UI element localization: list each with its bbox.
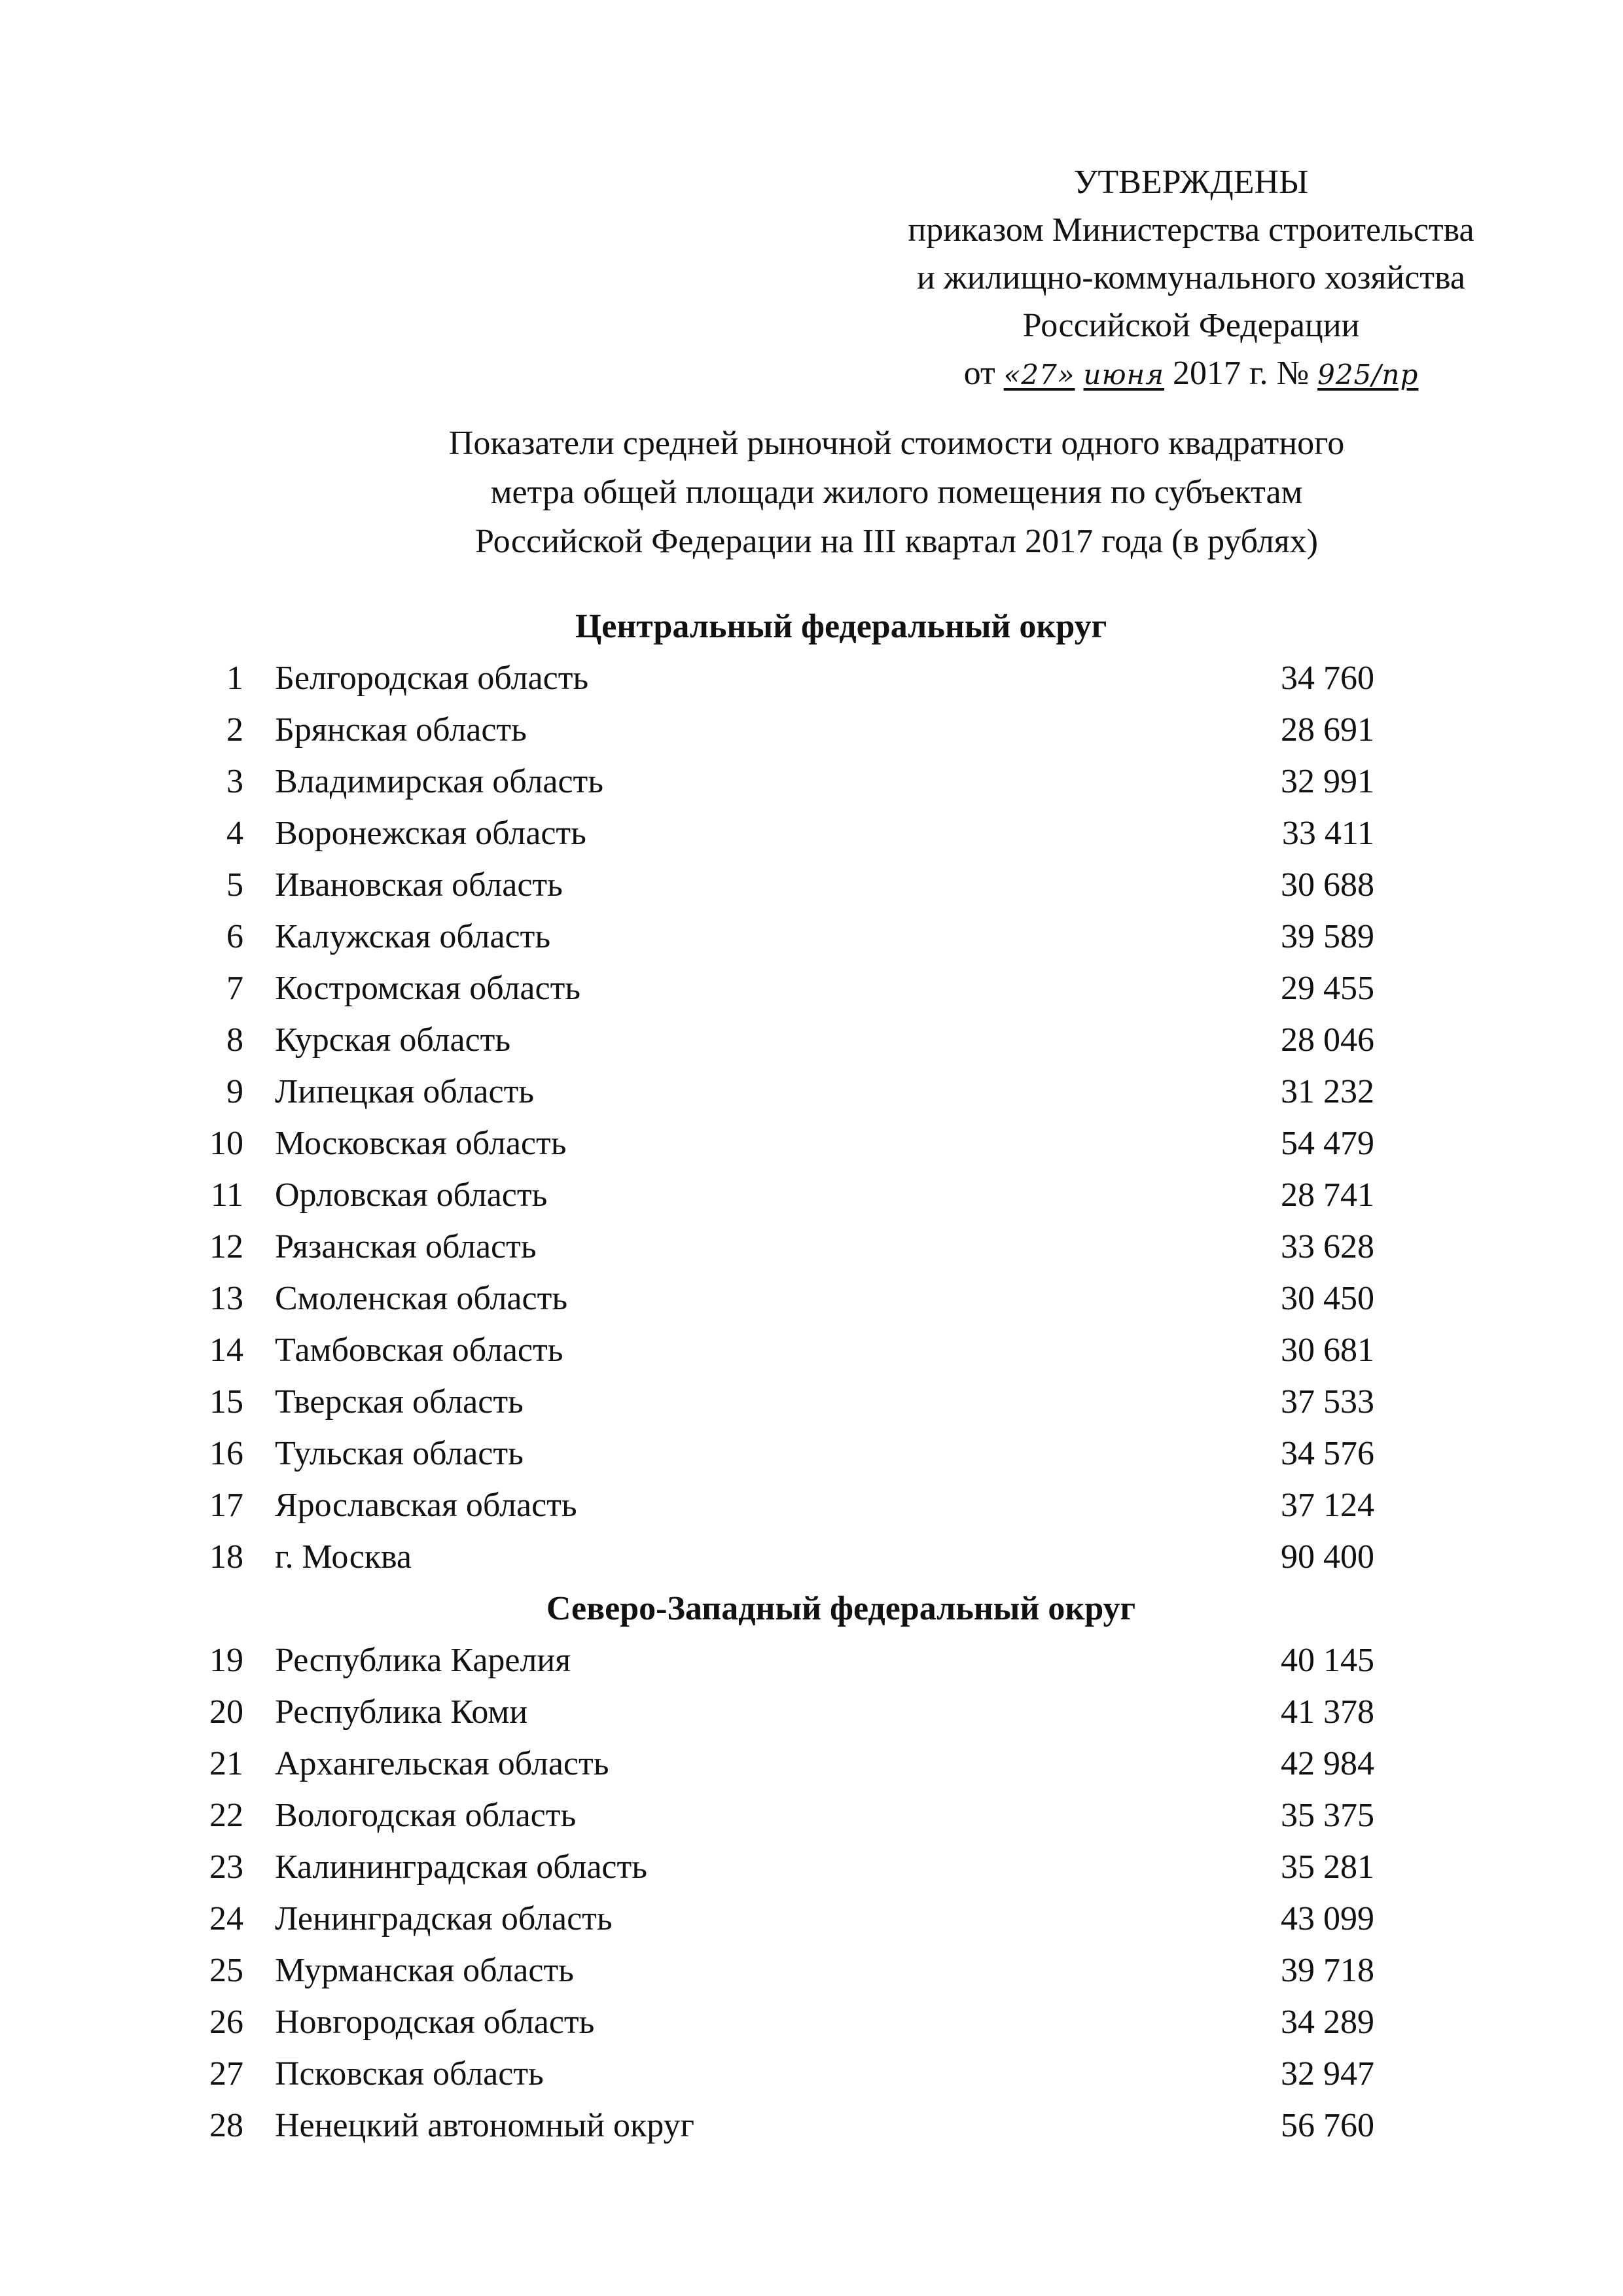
table-row [0, 807, 1623, 859]
table-row [0, 1841, 1623, 1893]
table-row [0, 1428, 1623, 1479]
row-number: 6 [226, 918, 243, 955]
price-value: 54 479 [1281, 1125, 1374, 1162]
price-value: 42 984 [1281, 1745, 1374, 1782]
price-value: 39 589 [1281, 918, 1374, 955]
table-row [0, 1479, 1623, 1531]
row-number: 16 [209, 1435, 243, 1472]
region-name: Псковская область [275, 2055, 544, 2093]
region-name: Ненецкий автономный округ [275, 2107, 694, 2144]
region-name: Новгородская область [275, 2004, 595, 2041]
district-heading: Северо-Западный федеральный округ [546, 1590, 1136, 1627]
row-number: 13 [209, 1280, 243, 1317]
table-row [0, 1014, 1623, 1066]
approval-date-line [838, 349, 1544, 398]
table-row [0, 2048, 1623, 2100]
order-number-handwritten: 925/пр [1317, 359, 1419, 391]
table-row [0, 1273, 1623, 1324]
price-value: 30 681 [1281, 1332, 1374, 1369]
region-name: г. Москва [275, 1538, 412, 1576]
price-value: 56 760 [1281, 2107, 1374, 2144]
price-value: 29 455 [1281, 970, 1374, 1007]
row-number: 2 [226, 711, 243, 749]
price-table [0, 601, 1623, 2151]
price-value: 32 991 [1281, 763, 1374, 800]
table-row [0, 1169, 1623, 1221]
table-row [0, 1221, 1623, 1273]
table-row [0, 652, 1623, 704]
row-number: 26 [209, 2004, 243, 2041]
row-number: 9 [226, 1073, 243, 1110]
table-row [0, 1324, 1623, 1376]
region-name: Рязанская область [275, 1228, 537, 1265]
price-value: 43 099 [1281, 1900, 1374, 1937]
row-number: 28 [209, 2107, 243, 2144]
row-number: 15 [209, 1383, 243, 1421]
title-line-1: Показатели средней рыночной стоимости одного квадратного [448, 425, 1345, 462]
price-value: 35 281 [1281, 1848, 1374, 1886]
price-value: 34 289 [1281, 2004, 1374, 2041]
row-number: 19 [209, 1642, 243, 1679]
table-row [0, 1634, 1623, 1686]
row-number: 22 [209, 1797, 243, 1834]
region-name: Калужская область [275, 918, 551, 955]
approval-line-ministry: приказом Министерства строительства [908, 211, 1474, 249]
table-row [0, 1531, 1623, 1583]
region-name: Тамбовская область [275, 1332, 563, 1369]
region-name: Вологодская область [275, 1797, 577, 1834]
region-name: Брянская область [275, 711, 527, 749]
date-year: 2017 г. № [1164, 355, 1318, 392]
row-number: 17 [209, 1487, 243, 1524]
table-row [0, 1790, 1623, 1841]
table-row [0, 1996, 1623, 2048]
row-number: 20 [209, 1693, 243, 1731]
price-value: 39 718 [1281, 1952, 1374, 1989]
region-name: Ярославская область [275, 1487, 577, 1524]
approval-heading: УТВЕРЖДЕНЫ [1073, 164, 1309, 201]
price-value: 33 411 [1281, 815, 1374, 852]
row-number: 25 [209, 1952, 243, 1989]
price-value: 28 046 [1281, 1021, 1374, 1059]
row-number: 3 [226, 763, 243, 800]
table-row [0, 1118, 1623, 1169]
row-number: 5 [226, 866, 243, 904]
table-row [0, 911, 1623, 963]
table-row [0, 2100, 1623, 2151]
table-row [0, 1738, 1623, 1790]
region-name: Республика Карелия [275, 1642, 571, 1679]
table-row [0, 704, 1623, 756]
table-row [0, 963, 1623, 1014]
region-name: Курская область [275, 1021, 511, 1059]
price-value: 34 576 [1281, 1435, 1374, 1472]
price-value: 34 760 [1281, 660, 1374, 697]
title-line-3: Российской Федерации на III квартал 2017 года (в рублях) [475, 523, 1318, 560]
row-number: 23 [209, 1848, 243, 1886]
approval-line-ministry-cont: и жилищно-коммунального хозяйства [917, 259, 1465, 296]
row-number: 7 [226, 970, 243, 1007]
row-number: 10 [209, 1125, 243, 1162]
region-name: Ленинградская область [275, 1900, 613, 1937]
region-name: Орловская область [275, 1176, 548, 1214]
table-row [0, 1066, 1623, 1118]
table-row [0, 1686, 1623, 1738]
price-value: 30 688 [1281, 866, 1374, 904]
row-number: 12 [209, 1228, 243, 1265]
price-value: 28 691 [1281, 711, 1374, 749]
price-value: 30 450 [1281, 1280, 1374, 1317]
price-value: 28 741 [1281, 1176, 1374, 1214]
row-number: 8 [226, 1021, 243, 1059]
price-value: 31 232 [1281, 1073, 1374, 1110]
price-value: 32 947 [1281, 2055, 1374, 2093]
table-row [0, 859, 1623, 911]
region-name: Калининградская область [275, 1848, 647, 1886]
date-day-handwritten: «27» [1003, 359, 1075, 391]
table-row [0, 1376, 1623, 1428]
table-row [0, 1893, 1623, 1945]
region-name: Архангельская область [275, 1745, 609, 1782]
row-number: 1 [226, 660, 243, 697]
row-number: 21 [209, 1745, 243, 1782]
region-name: Ивановская область [275, 866, 563, 904]
row-number: 4 [226, 815, 243, 852]
price-value: 40 145 [1281, 1642, 1374, 1679]
price-value: 37 533 [1281, 1383, 1374, 1421]
region-name: Республика Коми [275, 1693, 528, 1731]
row-number: 24 [209, 1900, 243, 1937]
region-name: Тверская область [275, 1383, 524, 1421]
row-number: 18 [209, 1538, 243, 1576]
price-value: 33 628 [1281, 1228, 1374, 1265]
region-name: Липецкая область [275, 1073, 535, 1110]
price-value: 37 124 [1281, 1487, 1374, 1524]
document-title [275, 419, 1518, 566]
region-name: Костромская область [275, 970, 581, 1007]
table-row [0, 756, 1623, 807]
row-number: 11 [210, 1176, 243, 1214]
district-heading: Центральный федеральный округ [575, 608, 1107, 645]
region-name: Тульская область [275, 1435, 524, 1472]
price-value: 41 378 [1281, 1693, 1374, 1731]
approval-block [838, 158, 1544, 398]
region-name: Московская область [275, 1125, 567, 1162]
region-name: Воронежская область [275, 815, 586, 852]
region-name: Мурманская область [275, 1952, 574, 1989]
title-line-2: метра общей площади жилого помещения по субъектам [490, 474, 1303, 511]
date-prefix: от [963, 355, 1004, 392]
row-number: 27 [209, 2055, 243, 2093]
region-name: Владимирская область [275, 763, 603, 800]
price-value: 35 375 [1281, 1797, 1374, 1834]
region-name: Белгородская область [275, 660, 589, 697]
approval-line-federation: Российской Федерации [1022, 307, 1360, 344]
row-number: 14 [209, 1332, 243, 1369]
price-value: 90 400 [1281, 1538, 1374, 1576]
date-month-handwritten: июня [1083, 359, 1165, 391]
table-row [0, 1945, 1623, 1996]
region-name: Смоленская область [275, 1280, 568, 1317]
